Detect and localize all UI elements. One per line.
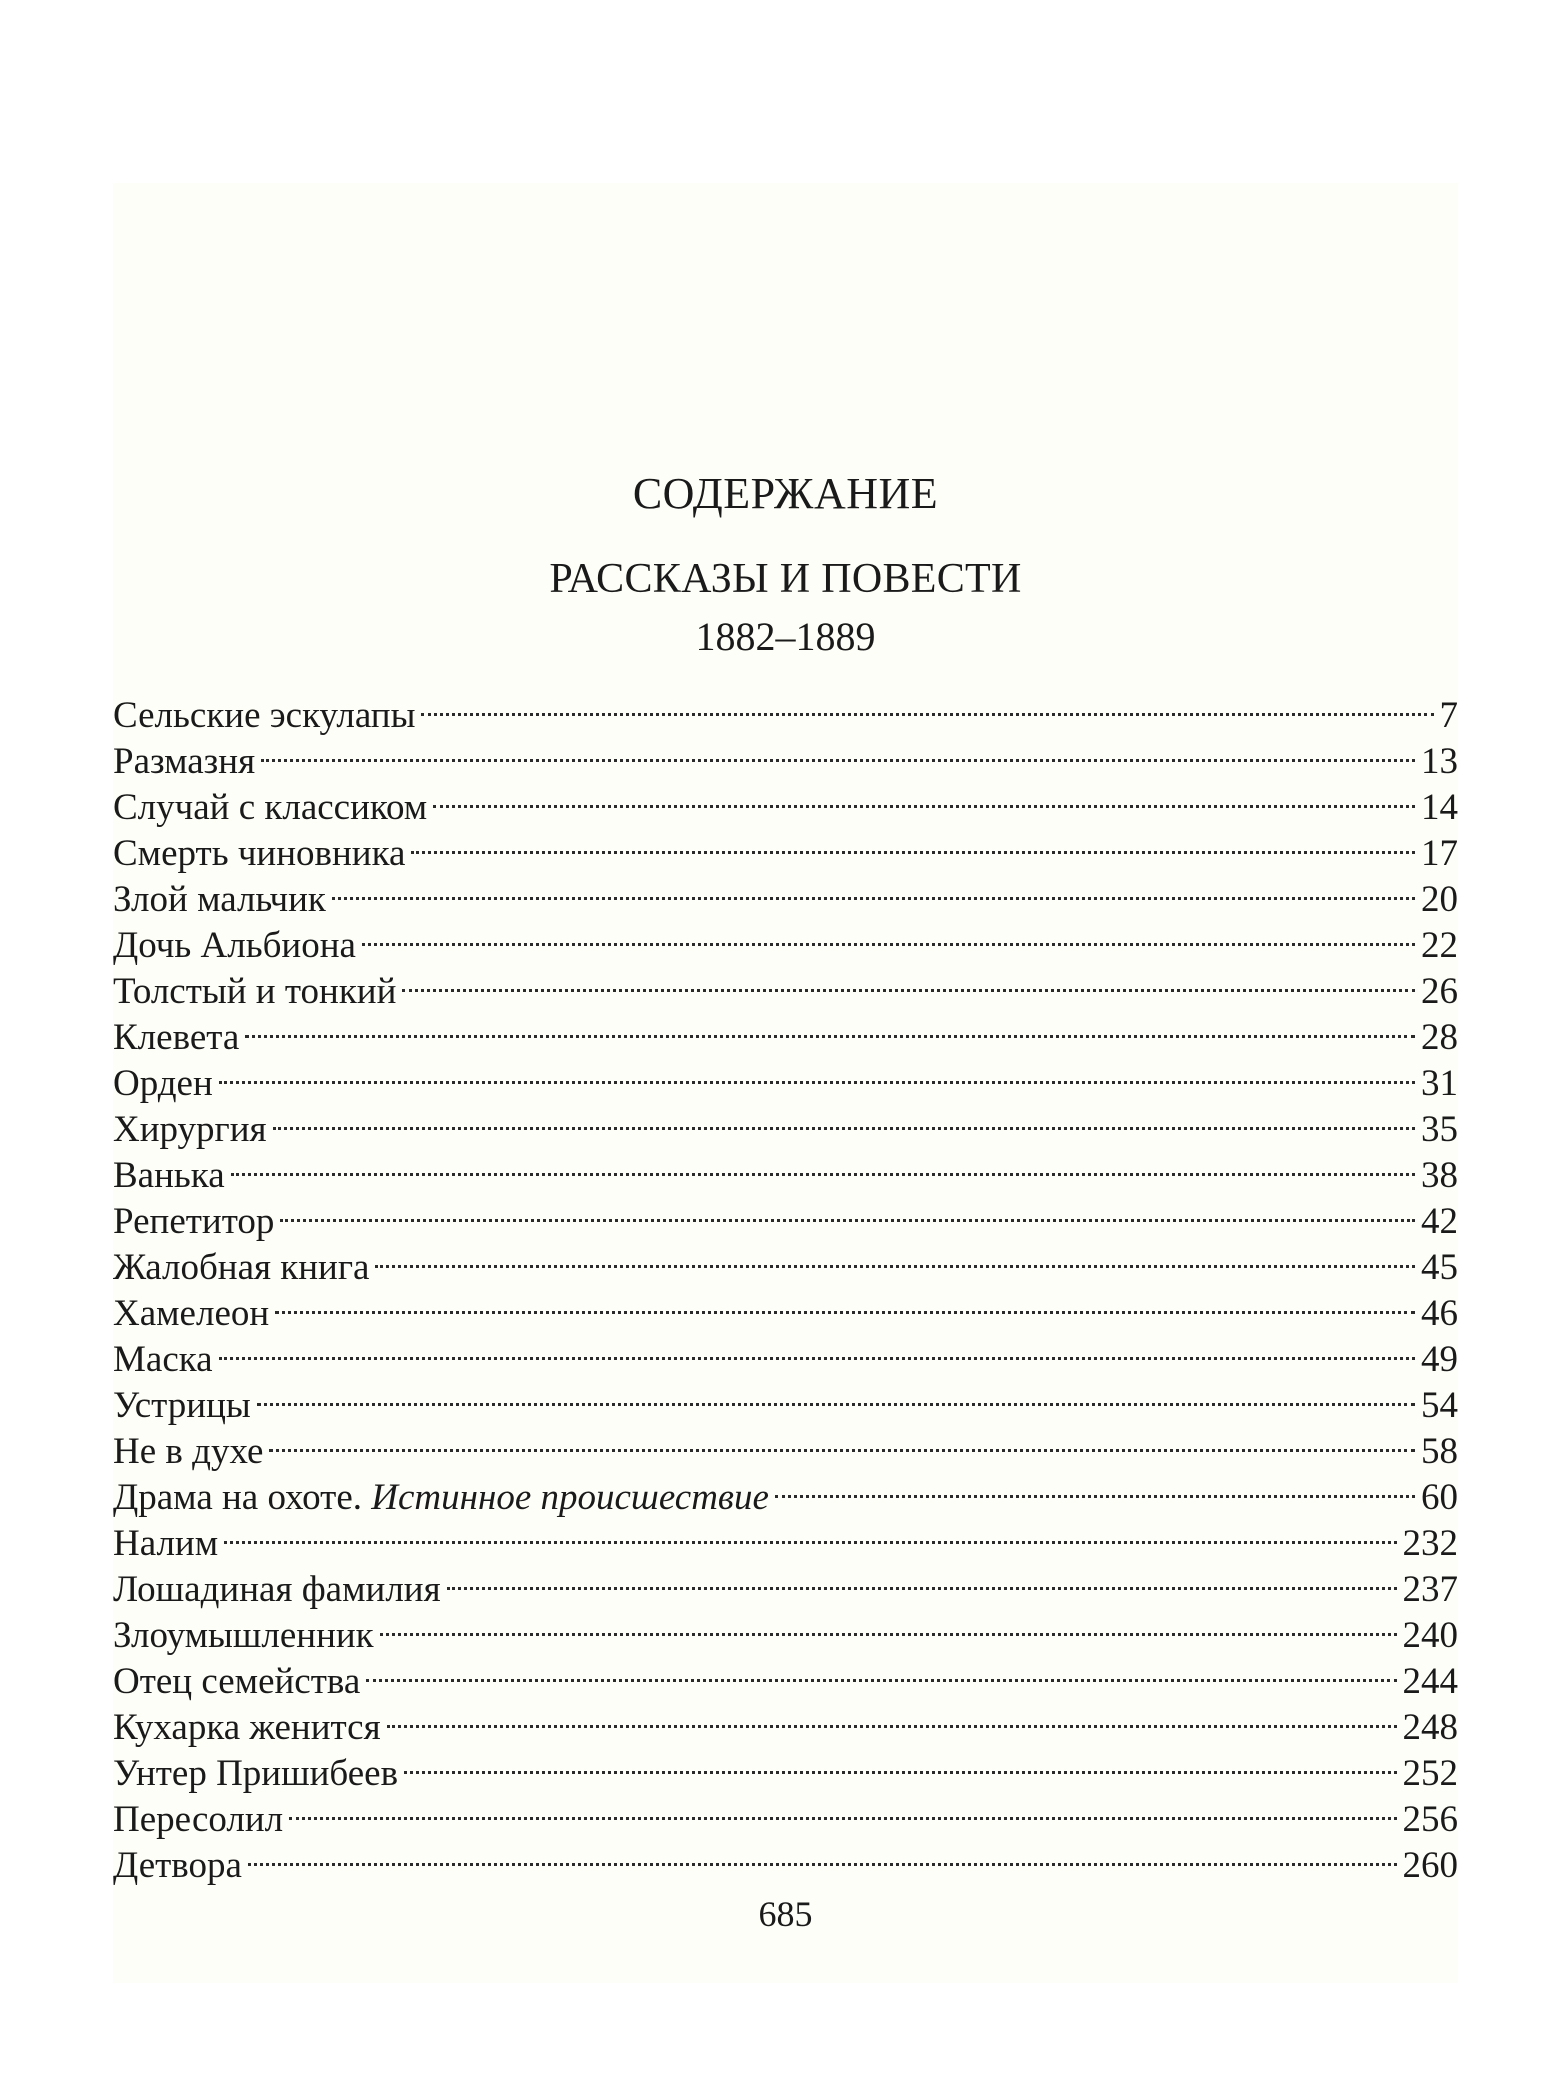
toc-entry-title	[113, 739, 255, 785]
toc-entry-page: 7	[1439, 695, 1458, 736]
table-of-contents	[113, 681, 1458, 1886]
dot-leader	[375, 1233, 1415, 1279]
toc-entry	[113, 1003, 1458, 1058]
toc-entry-title	[113, 1521, 218, 1567]
toc-entry-page: 46	[1421, 1293, 1458, 1334]
toc-entry-page: 38	[1421, 1155, 1458, 1196]
toc-entry	[113, 1831, 1458, 1886]
toc-entry-title-text: Смерть чиновника	[113, 833, 406, 874]
dot-leader	[261, 727, 1415, 773]
toc-entry-page: 42	[1421, 1201, 1458, 1242]
dot-leader	[411, 819, 1415, 865]
dot-leader	[387, 1693, 1397, 1739]
toc-entry-page: 45	[1421, 1247, 1458, 1288]
toc-entry-page: 26	[1421, 971, 1458, 1012]
toc-entry-page: 60	[1421, 1477, 1458, 1518]
toc-entry-title-text: Драма на охоте.	[113, 1477, 362, 1518]
toc-entry-title-text: Жалобная книга	[113, 1247, 370, 1288]
dot-leader	[380, 1601, 1397, 1647]
dot-leader	[289, 1785, 1396, 1831]
toc-entry-title-text: Клевета	[113, 1017, 240, 1058]
dot-leader	[332, 865, 1415, 911]
toc-entry-title	[113, 1843, 242, 1889]
toc-entry	[113, 1371, 1458, 1426]
toc-entry	[113, 1187, 1458, 1242]
toc-entry	[113, 727, 1458, 782]
toc-entry-page: 28	[1421, 1017, 1458, 1058]
toc-entry-title-text: Дочь Альбиона	[113, 925, 356, 966]
dot-leader	[248, 1831, 1397, 1877]
toc-entry	[113, 1463, 1458, 1518]
dot-leader	[775, 1463, 1415, 1509]
dot-leader	[280, 1187, 1415, 1233]
toc-entry-page: 31	[1421, 1063, 1458, 1104]
toc-entry	[113, 1509, 1458, 1564]
toc-entry-title	[113, 1659, 360, 1705]
section-title: РАССКАЗЫ И ПОВЕСТИ	[549, 556, 1022, 602]
toc-entry-title-text: Унтер Пришибеев	[113, 1753, 399, 1794]
toc-entry	[113, 773, 1458, 828]
contents-heading: СОДЕРЖАНИЕ	[632, 469, 939, 518]
dot-leader	[273, 1095, 1415, 1141]
toc-entry-title-text: Кухарка женится	[113, 1707, 381, 1748]
toc-entry-title-text: Репетитор	[113, 1201, 275, 1242]
toc-entry-title-text: Размазня	[113, 741, 256, 782]
toc-entry-title	[113, 785, 427, 831]
toc-entry-page: 14	[1421, 787, 1458, 828]
dot-leader	[421, 681, 1433, 727]
toc-entry-title-text: Налим	[113, 1523, 219, 1564]
dot-leader	[275, 1279, 1415, 1325]
toc-entry	[113, 1141, 1458, 1196]
toc-entry-title	[113, 1199, 274, 1245]
toc-entry	[113, 1095, 1458, 1150]
toc-entry-page: 232	[1402, 1523, 1458, 1564]
dot-leader	[257, 1371, 1415, 1417]
toc-entry-page: 35	[1421, 1109, 1458, 1150]
toc-entry-title	[113, 923, 356, 969]
dot-leader	[362, 911, 1415, 957]
dot-leader	[224, 1509, 1396, 1555]
toc-entry-page: 54	[1421, 1385, 1458, 1426]
toc-entry-title-text: Ванька	[113, 1155, 225, 1196]
dot-leader	[219, 1049, 1415, 1095]
toc-entry-page: 13	[1421, 741, 1458, 782]
toc-entry	[113, 1233, 1458, 1288]
toc-entry-title-text: Случай с классиком	[113, 787, 428, 828]
toc-entry	[113, 1555, 1458, 1610]
dot-leader	[231, 1141, 1415, 1187]
toc-entry-page: 252	[1402, 1753, 1458, 1794]
toc-entry-title-text: Хамелеон	[113, 1293, 270, 1334]
toc-entry-page: 260	[1402, 1845, 1458, 1886]
dot-leader	[269, 1417, 1415, 1463]
toc-entry-page: 58	[1421, 1431, 1458, 1472]
toc-entry-title-text: Злой мальчик	[113, 879, 326, 920]
dot-leader	[245, 1003, 1415, 1049]
dot-leader	[366, 1647, 1396, 1693]
toc-entry-title	[113, 1429, 263, 1475]
toc-entry	[113, 1049, 1458, 1104]
toc-entry-page: 256	[1402, 1799, 1458, 1840]
toc-entry-page: 237	[1402, 1569, 1458, 1610]
toc-entry-title-text: Хирургия	[113, 1109, 267, 1150]
dot-leader	[433, 773, 1415, 819]
toc-entry	[113, 1417, 1458, 1472]
toc-entry-title-text: Не в духе	[113, 1431, 264, 1472]
dot-leader	[402, 957, 1415, 1003]
toc-entry-title	[113, 1061, 213, 1107]
toc-entry-title-text: Отец семейства	[113, 1661, 361, 1702]
book-page	[113, 183, 1458, 1983]
dot-leader	[447, 1555, 1397, 1601]
page-number: 685	[758, 1894, 813, 1934]
dot-leader	[219, 1325, 1415, 1371]
toc-entry-page: 20	[1421, 879, 1458, 920]
toc-entry-title-text: Маска	[113, 1339, 213, 1380]
toc-entry	[113, 1785, 1458, 1840]
toc-entry-title-text: Устрицы	[113, 1385, 251, 1426]
section-years: 1882–1889	[695, 614, 876, 659]
toc-entry-title-text: Лошадиная фамилия	[113, 1569, 441, 1610]
toc-entry-subtitle: Истинное происшествие	[371, 1477, 769, 1518]
toc-entry-title	[113, 1383, 251, 1429]
toc-entry-title	[113, 1337, 213, 1383]
toc-entry-title-text: Пересолил	[113, 1799, 284, 1840]
toc-entry-page: 244	[1402, 1661, 1458, 1702]
toc-entry-page: 17	[1421, 833, 1458, 874]
toc-entry-page: 248	[1402, 1707, 1458, 1748]
toc-entry-page: 22	[1421, 925, 1458, 966]
toc-entry-page: 49	[1421, 1339, 1458, 1380]
toc-entry-title	[113, 1153, 225, 1199]
toc-entry-title-text: Злоумышленник	[113, 1615, 374, 1656]
toc-entry-title	[113, 877, 326, 923]
toc-entry-title-text: Сельские эскулапы	[113, 695, 416, 736]
toc-entry	[113, 1279, 1458, 1334]
toc-entry	[113, 681, 1458, 736]
toc-entry-title-text: Толстый и тонкий	[113, 971, 397, 1012]
toc-entry-title	[113, 1705, 381, 1751]
dot-leader	[404, 1739, 1396, 1785]
toc-entry	[113, 1325, 1458, 1380]
toc-entry-title-text: Детвора	[113, 1845, 242, 1886]
toc-entry-title-text: Орден	[113, 1063, 213, 1104]
toc-entry-page: 240	[1402, 1615, 1458, 1656]
toc-entry-title	[113, 1613, 374, 1659]
